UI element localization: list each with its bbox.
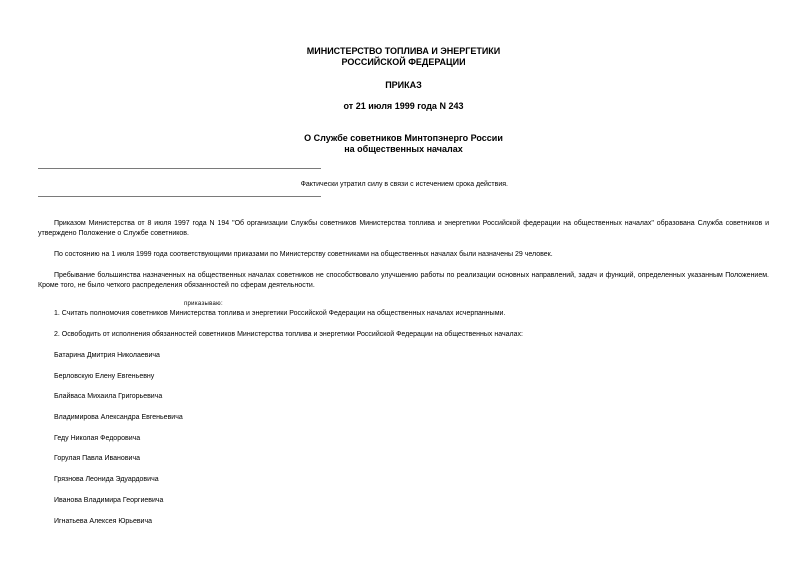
paragraph-reason: Пребывание большинства назначенных на общественных началах советников не способствовало улучшению работы по реализации основных направлений, задач и функций, определенных указанным Положением. Кроме того, не было четкого распределения обязанностей по сферам деятельности.: [38, 272, 769, 289]
document-title-line-2: на общественных началах: [344, 144, 463, 154]
top-divider: [38, 168, 321, 169]
order-item-1: 1. Считать полномочия советников Министерства топлива и энергетики Российской Федерации на общественных началах исчерпанными.: [54, 310, 506, 317]
bottom-divider: [38, 196, 321, 197]
name-list-item: Берловскую Елену Евгеньевну: [54, 373, 155, 380]
name-list-item: Грязнова Леонида Эдуардовича: [54, 476, 159, 483]
name-list-item: Геду Николая Федоровича: [54, 435, 141, 442]
ministry-name-line-1: МИНИСТЕРСТВО ТОПЛИВА И ЭНЕРГЕТИКИ: [306, 46, 501, 56]
paragraph-background: Приказом Министерства от 8 июля 1997 года N 194 "Об организации Службы советников Министерства топлива и энергетики Российской федерации на общественных началах" образована Служба советников и утверждено Положение о Службе советников.: [38, 220, 769, 237]
document-date-number: от 21 июля 1999 года N 243: [343, 101, 464, 111]
order-word: приказываю:: [184, 301, 223, 307]
document-type: ПРИКАЗ: [385, 80, 422, 90]
paragraph-status: По состоянию на 1 июля 1999 года соответствующими приказами по Министерству советниками на общественных началах были назначены 29 человек.: [54, 251, 553, 258]
document-title-line-1: О Службе советников Минтопэнерго России: [304, 133, 503, 143]
name-list-item: Иванова Владимира Георгиевича: [54, 497, 164, 504]
status-note: Фактически утратил силу в связи с истечением срока действия.: [300, 181, 508, 188]
ministry-name-line-2: РОССИЙСКОЙ ФЕДЕРАЦИИ: [341, 57, 466, 67]
name-list-item: Горулая Павла Ивановича: [54, 455, 140, 462]
name-list-item: Батарина Дмитрия Николаевича: [54, 352, 160, 359]
name-list-item: Блайваса Михаила Григорьевича: [54, 393, 163, 400]
name-list-item: Владимирова Александра Евгеньевича: [54, 414, 183, 421]
name-list-item: Игнатьева Алексея Юрьевича: [54, 518, 153, 525]
order-item-2: 2. Освободить от исполнения обязанностей советников Министерства топлива и энергетики Российской Федерации на общественных началах:: [54, 331, 523, 338]
